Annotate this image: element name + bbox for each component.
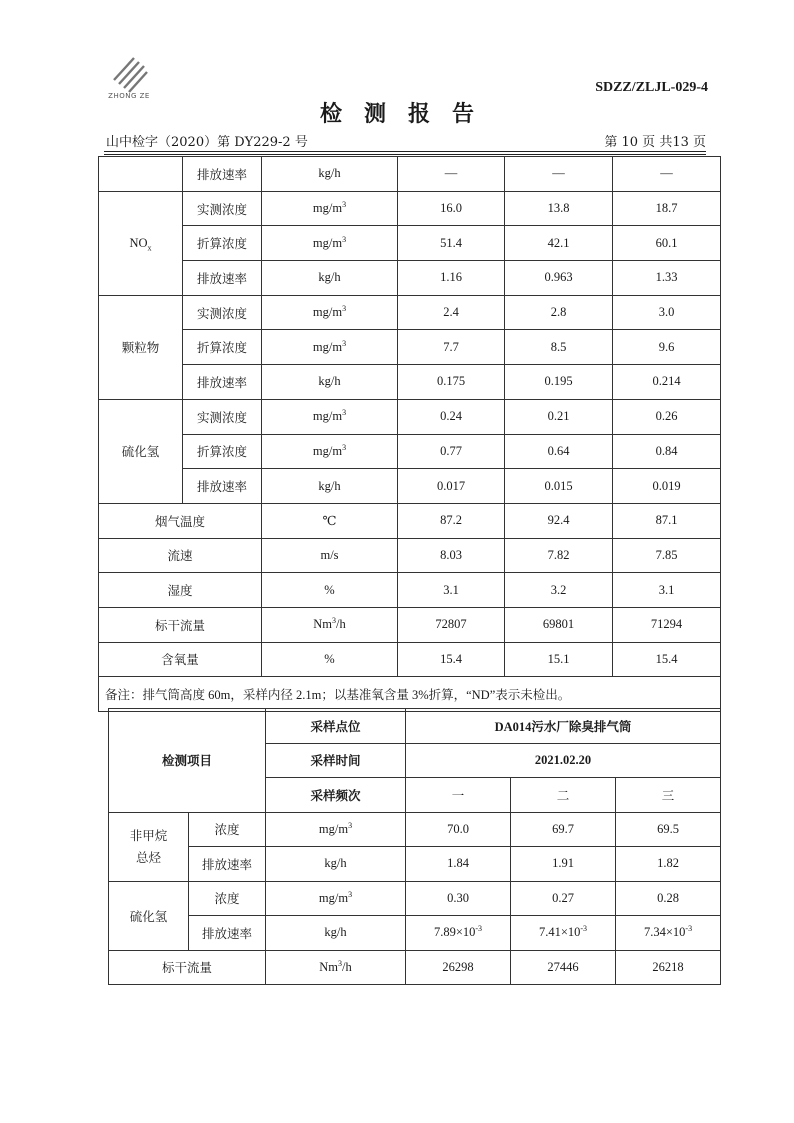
value-cell: 0.77 xyxy=(398,434,505,469)
unit-cell: kg/h xyxy=(262,469,398,504)
value-cell: 18.7 xyxy=(613,191,721,226)
value-cell: 27446 xyxy=(511,950,616,985)
value-cell: 0.27 xyxy=(511,881,616,916)
general-label-cell: 烟气温度 xyxy=(99,503,262,538)
value-cell: 2.4 xyxy=(398,295,505,330)
frequency-cell: 三 xyxy=(616,778,721,813)
item-cell-h2s: 硫化氢 xyxy=(109,881,189,950)
unit-cell: kg/h xyxy=(266,847,406,882)
table-row xyxy=(99,261,721,296)
param-cell: 实测浓度 xyxy=(183,399,262,434)
value-cell: 87.1 xyxy=(613,503,721,538)
value-cell: — xyxy=(613,157,721,192)
remarks-note: 备注：排气筒高度 60m，采样内径 2.1m；以基准氧含量 3%折算，“ND”表示未检出。 xyxy=(99,677,721,712)
param-cell: 排放速率 xyxy=(183,261,262,296)
value-cell: 1.82 xyxy=(616,847,721,882)
value-cell: 0.019 xyxy=(613,469,721,504)
param-cell: 排放速率 xyxy=(183,469,262,504)
table-row xyxy=(99,365,721,400)
note-row xyxy=(99,677,721,712)
general-label-cell: 湿度 xyxy=(99,573,262,608)
unit-cell: ℃ xyxy=(262,503,398,538)
value-cell: 69801 xyxy=(505,607,613,642)
value-cell: 0.017 xyxy=(398,469,505,504)
table-row xyxy=(109,709,721,744)
value-cell: 1.33 xyxy=(613,261,721,296)
table-row xyxy=(99,642,721,677)
unit-cell: $mg/m^3$ xyxy=(262,295,398,330)
value-cell: 0.30 xyxy=(406,881,511,916)
value-cell: 0.84 xyxy=(613,434,721,469)
unit-cell: $mg/m^3$ xyxy=(262,434,398,469)
table-row xyxy=(109,847,721,882)
value-cell: 60.1 xyxy=(613,226,721,261)
value-cell: 16.0 xyxy=(398,191,505,226)
param-cell: 实测浓度 xyxy=(183,295,262,330)
value-cell: 0.24 xyxy=(398,399,505,434)
unit-cell: Nm$^3$/h xyxy=(262,607,398,642)
page-number: 第 10 页 共13 页 xyxy=(604,135,706,150)
table-row xyxy=(99,538,721,573)
value-cell: 70.0 xyxy=(406,812,511,847)
value-cell: — xyxy=(505,157,613,192)
table-row xyxy=(109,950,721,985)
value-cell: 2.8 xyxy=(505,295,613,330)
param-cell: 实测浓度 xyxy=(183,191,262,226)
value-cell: 0.214 xyxy=(613,365,721,400)
item-cell-nox: $NO_x$ xyxy=(99,191,183,295)
value-cell: 51.4 xyxy=(398,226,505,261)
value-cell: 3.0 xyxy=(613,295,721,330)
value-cell: 8.5 xyxy=(505,330,613,365)
param-cell: 排放速率 xyxy=(189,847,266,882)
item-cell-particulate: 颗粒物 xyxy=(99,295,183,399)
value-cell: 9.6 xyxy=(613,330,721,365)
frequency-cell: 一 xyxy=(406,778,511,813)
value-cell: 1.91 xyxy=(511,847,616,882)
unit-cell: % xyxy=(262,573,398,608)
value-cell: 87.2 xyxy=(398,503,505,538)
value-cell: 3.2 xyxy=(505,573,613,608)
item-cell-nmhc: 非甲烷总烃 xyxy=(109,812,189,881)
value-cell: 0.015 xyxy=(505,469,613,504)
value-cell: 8.03 xyxy=(398,538,505,573)
sampling-point-label: 采样点位 xyxy=(266,709,406,744)
value-cell: 69.7 xyxy=(511,812,616,847)
value-cell: $7.41\times 10^{-3}$ xyxy=(511,916,616,951)
unit-cell: kg/h xyxy=(262,157,398,192)
unit-cell: Nm$^3$/h xyxy=(266,950,406,985)
table-row xyxy=(109,881,721,916)
document-code: SDZZ/ZLJL-029-4 xyxy=(595,80,708,95)
value-cell: — xyxy=(398,157,505,192)
item-cell-h2s: 硫化氢 xyxy=(99,399,183,503)
value-cell: $7.34\times 10^{-3}$ xyxy=(616,916,721,951)
param-cell: 浓度 xyxy=(189,812,266,847)
value-cell: 0.26 xyxy=(613,399,721,434)
emission-results-table xyxy=(98,156,721,712)
value-cell: 0.195 xyxy=(505,365,613,400)
value-cell: 13.8 xyxy=(505,191,613,226)
value-cell: 7.82 xyxy=(505,538,613,573)
flow-label-cell: 标干流量 xyxy=(109,950,266,985)
vocs-results-table xyxy=(108,708,721,985)
sampling-point-value: DA014污水厂除臭排气筒 xyxy=(406,709,721,744)
param-cell: 折算浓度 xyxy=(183,330,262,365)
unit-cell: $mg/m^3$ xyxy=(266,812,406,847)
table-row xyxy=(99,157,721,192)
unit-cell: kg/h xyxy=(266,916,406,951)
unit-cell: $mg/m^3$ xyxy=(262,226,398,261)
param-cell: 排放速率 xyxy=(183,365,262,400)
param-cell: 折算浓度 xyxy=(183,226,262,261)
value-cell: 15.1 xyxy=(505,642,613,677)
general-label-cell: 含氧量 xyxy=(99,642,262,677)
value-cell: 69.5 xyxy=(616,812,721,847)
company-name: ZHONG ZE xyxy=(108,92,150,100)
value-cell: 71294 xyxy=(613,607,721,642)
table-row xyxy=(99,191,721,226)
general-label-cell: 标干流量 xyxy=(99,607,262,642)
value-cell: 7.85 xyxy=(613,538,721,573)
frequency-cell: 二 xyxy=(511,778,616,813)
unit-cell: m/s xyxy=(262,538,398,573)
unit-cell: $mg/m^3$ xyxy=(262,330,398,365)
value-cell: 3.1 xyxy=(613,573,721,608)
value-cell: 15.4 xyxy=(613,642,721,677)
value-cell: 42.1 xyxy=(505,226,613,261)
header-rule-bottom xyxy=(104,154,706,155)
sampling-time-value: 2021.02.20 xyxy=(406,743,721,778)
value-cell: 0.64 xyxy=(505,434,613,469)
value-cell: 3.1 xyxy=(398,573,505,608)
sampling-time-label: 采样时间 xyxy=(266,743,406,778)
header-item-cell: 检测项目 xyxy=(109,709,266,813)
unit-cell: $mg/m^3$ xyxy=(262,191,398,226)
report-number: 山中检字（2020）第 DY229-2 号 xyxy=(106,135,308,150)
param-cell: 折算浓度 xyxy=(183,434,262,469)
value-cell: 0.963 xyxy=(505,261,613,296)
value-cell: 1.84 xyxy=(406,847,511,882)
param-cell: 浓度 xyxy=(189,881,266,916)
value-cell: 26298 xyxy=(406,950,511,985)
value-cell: 0.28 xyxy=(616,881,721,916)
unit-cell: $mg/m^3$ xyxy=(262,399,398,434)
table-row xyxy=(109,812,721,847)
value-cell: 15.4 xyxy=(398,642,505,677)
unit-cell: $mg/m^3$ xyxy=(266,881,406,916)
table-row xyxy=(99,295,721,330)
table-row xyxy=(99,399,721,434)
table-row xyxy=(99,330,721,365)
sampling-frequency-label: 采样频次 xyxy=(266,778,406,813)
unit-cell: kg/h xyxy=(262,261,398,296)
table-row xyxy=(99,226,721,261)
unit-cell: kg/h xyxy=(262,365,398,400)
value-cell: 72807 xyxy=(398,607,505,642)
value-cell: 1.16 xyxy=(398,261,505,296)
table-row xyxy=(99,503,721,538)
report-title: 检测报告 xyxy=(319,101,496,127)
value-cell: 92.4 xyxy=(505,503,613,538)
value-cell: 0.21 xyxy=(505,399,613,434)
unit-cell: % xyxy=(262,642,398,677)
item-cell xyxy=(99,157,183,192)
value-cell: 26218 xyxy=(616,950,721,985)
table-row xyxy=(99,607,721,642)
table-row xyxy=(99,469,721,504)
value-cell: 0.175 xyxy=(398,365,505,400)
table-row xyxy=(109,916,721,951)
table-row xyxy=(99,434,721,469)
table-row xyxy=(99,573,721,608)
general-label-cell: 流速 xyxy=(99,538,262,573)
param-cell: 排放速率 xyxy=(189,916,266,951)
header-rule-top xyxy=(104,151,706,152)
value-cell: $7.89\times 10^{-3}$ xyxy=(406,916,511,951)
value-cell: 7.7 xyxy=(398,330,505,365)
param-cell: 排放速率 xyxy=(183,157,262,192)
